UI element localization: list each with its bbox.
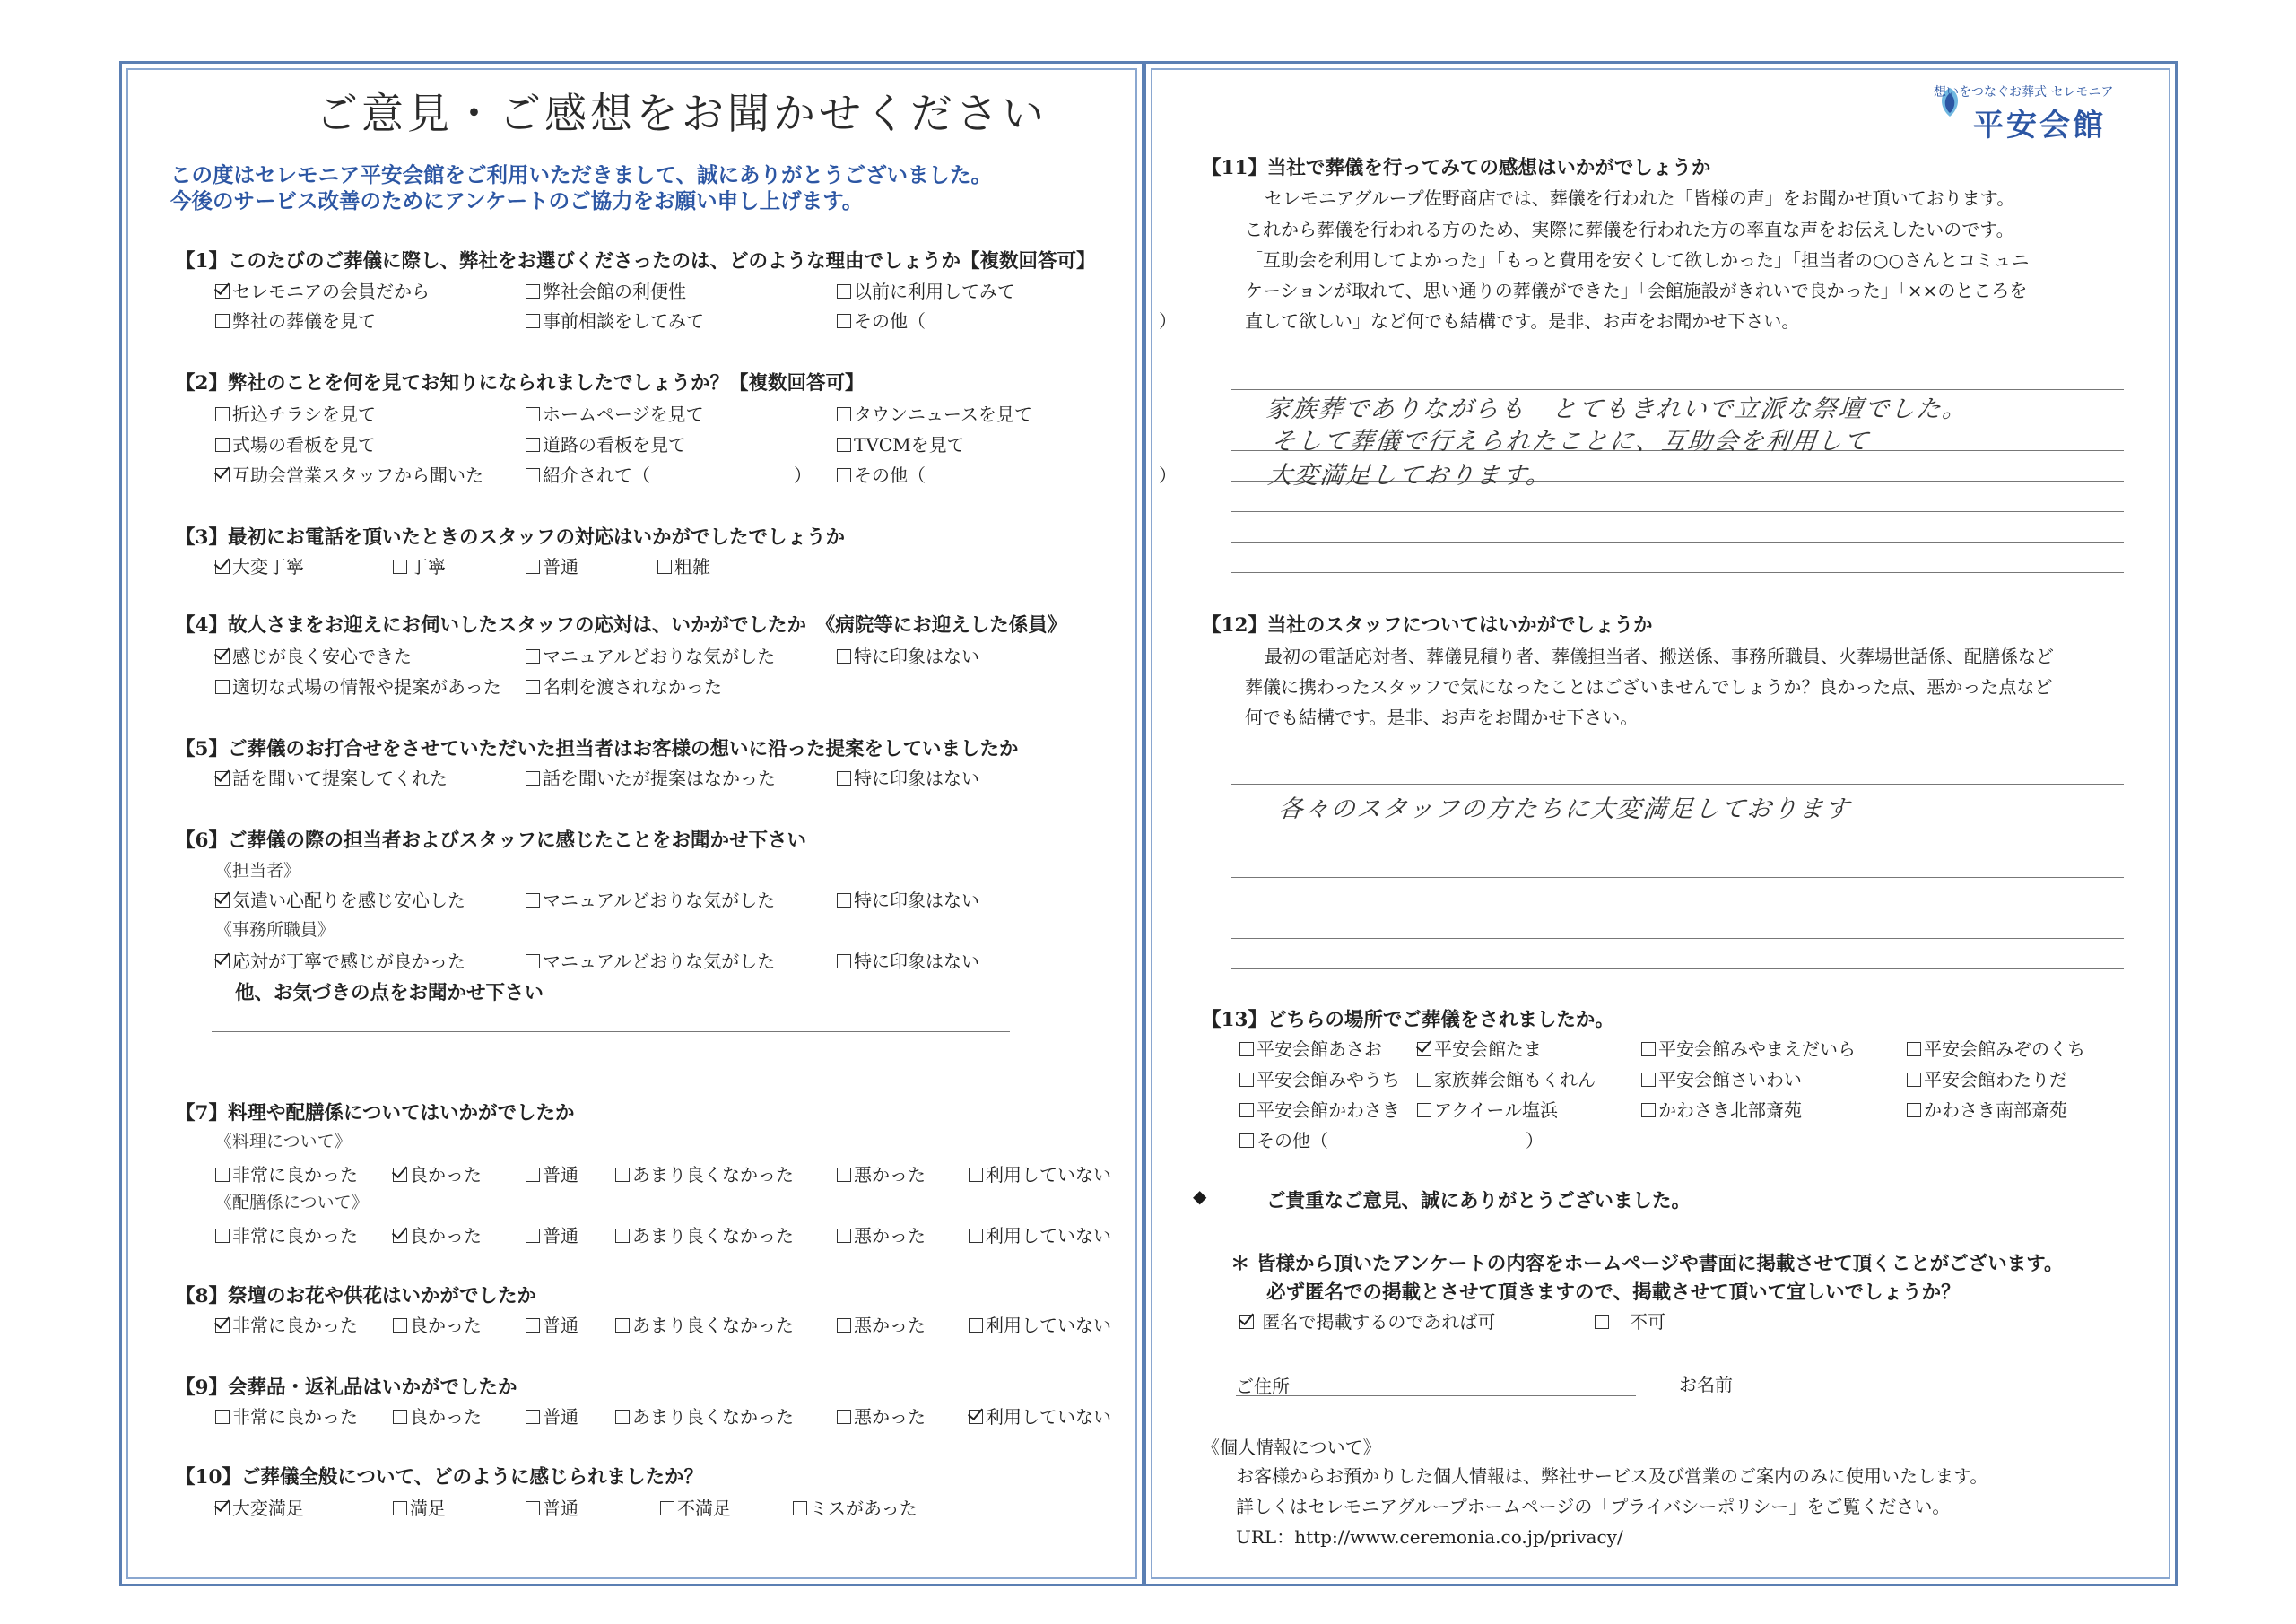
q11-body-line: 直して欲しい」など何でも結構です。是非、お声をお聞かせ下さい。	[1245, 310, 1800, 332]
q3-option[interactable]	[393, 552, 446, 578]
option-label: 感じが良く安心できた	[232, 646, 412, 667]
option-label: 普通	[543, 1406, 578, 1428]
checkbox-checked[interactable]	[215, 771, 230, 786]
q13-option[interactable]	[1907, 1096, 2067, 1122]
q7-food-option[interactable]	[615, 1160, 794, 1186]
q9-option[interactable]	[215, 1403, 358, 1429]
q12-body-line: 何でも結構です。是非、お声をお聞かせ下さい。	[1245, 707, 1639, 728]
q1-option[interactable]	[837, 277, 1015, 303]
q9-option[interactable]	[837, 1403, 926, 1429]
option-label: あまり良くなかった	[632, 1315, 794, 1336]
address-field[interactable]	[1236, 1395, 1636, 1396]
privacy-heading: 《個人情報について》	[1202, 1437, 1381, 1458]
option-label: 平安会館かわさき	[1257, 1099, 1400, 1121]
address-label: ご住所	[1236, 1376, 1290, 1397]
option-label: 匿名で掲載するのであれば可	[1262, 1311, 1496, 1333]
option-label: 悪かった	[854, 1164, 926, 1185]
option-label: タウンニュースを見て	[854, 404, 1032, 425]
q6-subheading-staff: 《担当者》	[215, 861, 301, 881]
checkbox[interactable]	[1641, 1042, 1656, 1056]
checkbox[interactable]	[526, 649, 540, 664]
option-label: 弊社の葬儀を見て	[232, 310, 376, 332]
option-label: 式場の看板を見て	[232, 434, 376, 456]
q7-food-option[interactable]	[969, 1160, 1111, 1186]
diamond-icon: ◆	[1193, 1185, 1207, 1207]
checkbox[interactable]	[393, 1501, 407, 1515]
q7-serving-option[interactable]	[615, 1221, 794, 1247]
q5-option[interactable]	[215, 764, 448, 790]
q2-option[interactable]	[215, 430, 376, 456]
checkbox[interactable]	[393, 560, 407, 574]
checkbox[interactable]	[1907, 1073, 1921, 1087]
option-label: 事前相談をしてみて	[543, 310, 704, 332]
q7-serving-option[interactable]	[837, 1221, 926, 1247]
option-label: その他（ ）	[1257, 1130, 1544, 1151]
checkbox[interactable]	[215, 438, 230, 452]
option-label: かわさき北部斎苑	[1658, 1099, 1802, 1121]
checkbox[interactable]	[526, 560, 540, 574]
answer-line[interactable]	[1231, 877, 2124, 878]
checkbox[interactable]	[526, 680, 540, 694]
privacy-line: 詳しくはセレモニアグループホームページの「プライバシーポリシー」をご覧ください。	[1236, 1496, 1951, 1517]
q2-option[interactable]	[215, 461, 483, 487]
checkbox[interactable]	[393, 1410, 407, 1424]
checkbox-checked[interactable]	[215, 560, 230, 574]
intro-line-2: 今後のサービス改善のためにアンケートのご協力をお願い申し上げます。	[170, 188, 864, 213]
q6-option[interactable]	[215, 886, 465, 912]
q6-option[interactable]	[215, 947, 465, 973]
option-label: 普通	[543, 1498, 578, 1519]
q4-option[interactable]	[526, 673, 722, 699]
q8-option[interactable]	[837, 1311, 926, 1337]
checkbox[interactable]	[793, 1501, 807, 1515]
option-label: 平安会館みぞのくち	[1924, 1038, 2085, 1060]
checkbox-checked[interactable]	[215, 1318, 230, 1333]
option-label: セレモニアの会員だから	[232, 281, 430, 302]
q4-option[interactable]	[837, 642, 979, 668]
option-label: ミスがあった	[810, 1498, 918, 1519]
q9-option[interactable]	[393, 1403, 482, 1429]
option-label: マニュアルどおりな気がした	[543, 890, 776, 911]
q13-option[interactable]	[1239, 1096, 1400, 1122]
checkbox[interactable]	[1641, 1073, 1656, 1087]
q2-option[interactable]	[837, 430, 965, 456]
checkbox[interactable]	[969, 1168, 983, 1182]
answer-line[interactable]	[1231, 511, 2124, 512]
option-label: 紹介されて（ ）	[543, 465, 812, 486]
checkbox[interactable]	[215, 314, 230, 328]
q6-subheading-office: 《事務所職員》	[215, 920, 335, 940]
q7-serving-option[interactable]	[526, 1221, 578, 1247]
q13-option[interactable]	[1641, 1035, 1856, 1061]
option-label: 平安会館たま	[1434, 1038, 1542, 1060]
checkbox[interactable]	[526, 1229, 540, 1243]
q11-handwritten-answer: 家族葬でありながらも とてもきれいで立派な祭壇でした。	[1265, 395, 1970, 423]
option-label: 不満足	[677, 1498, 731, 1519]
checkbox[interactable]	[393, 1318, 407, 1333]
question-2: 【2】弊社のことを何を見てお知りになられましたでしょうか？【複数回答可】	[176, 372, 865, 395]
q1-option[interactable]	[526, 307, 704, 333]
checkbox[interactable]	[837, 1410, 851, 1424]
checkbox[interactable]	[526, 468, 540, 482]
publish-notice-2: 必ず匿名での掲載とさせて頂きますので、掲載させて頂いて宜しいでしょうか？	[1266, 1281, 1961, 1304]
checkbox[interactable]	[215, 1168, 230, 1182]
q13-option[interactable]	[1239, 1126, 1544, 1152]
logo-name: 平安会館	[1973, 108, 2106, 143]
answer-line[interactable]	[1231, 542, 2124, 543]
checkbox[interactable]	[215, 407, 230, 421]
option-label: 満足	[410, 1498, 446, 1519]
checkbox[interactable]	[526, 893, 540, 908]
thanks-message: ご貴重なご意見、誠にありがとうございました。	[1266, 1190, 1692, 1212]
checkbox[interactable]	[526, 1318, 540, 1333]
q8-option[interactable]	[526, 1311, 578, 1337]
q1-option[interactable]	[215, 307, 376, 333]
question-4: 【4】故人さまをお迎えにお伺いしたスタッフの応対は、いかがでしたか 《病院等にお迎えした係員》	[176, 614, 1067, 637]
q13-option[interactable]	[1907, 1065, 2067, 1091]
q1-option[interactable]	[526, 277, 686, 303]
answer-line[interactable]	[1231, 572, 2124, 573]
intro-line-1: この度はセレモニア平安会館をご利用いただきまして、誠にありがとうございました。	[170, 162, 993, 187]
checkbox[interactable]	[526, 284, 540, 299]
option-label: 良かった	[410, 1225, 482, 1246]
checkbox[interactable]	[837, 954, 851, 968]
q1-option[interactable]	[837, 307, 1177, 333]
option-label: 普通	[543, 1225, 578, 1246]
q6-option[interactable]	[837, 947, 979, 973]
q9-option[interactable]	[526, 1403, 578, 1429]
checkbox[interactable]	[837, 284, 851, 299]
checkbox[interactable]	[1907, 1103, 1921, 1117]
checkbox-checked[interactable]	[1239, 1315, 1254, 1329]
option-label: 特に印象はない	[854, 646, 979, 667]
checkbox[interactable]	[837, 438, 851, 452]
checkbox[interactable]	[837, 649, 851, 664]
q11-handwritten-answer: 大変満足しております。	[1266, 462, 1554, 490]
option-label: 普通	[543, 556, 578, 578]
answer-line[interactable]	[1231, 784, 2124, 785]
q7-serving-option[interactable]	[969, 1221, 1111, 1247]
q7-subheading-serving: 《配膳係について》	[215, 1193, 369, 1212]
checkbox[interactable]	[615, 1229, 630, 1243]
option-label: 利用していない	[986, 1225, 1111, 1246]
q5-option[interactable]	[526, 764, 776, 790]
answer-line[interactable]	[1231, 968, 2124, 969]
q13-option[interactable]	[1907, 1035, 2085, 1061]
option-label: 利用していない	[986, 1164, 1111, 1185]
q2-option[interactable]	[837, 400, 1032, 426]
checkbox[interactable]	[837, 1318, 851, 1333]
q11-body-line: ケーションが取れて、思い通りの葬儀ができた」「会館施設がきれいで良かった」「××のところを	[1245, 280, 2028, 301]
checkbox[interactable]	[215, 1229, 230, 1243]
option-label: 普通	[543, 1315, 578, 1336]
checkbox[interactable]	[1595, 1315, 1609, 1329]
option-label: 特に印象はない	[854, 768, 979, 789]
option-label: 話を聞いたが提案はなかった	[543, 768, 776, 789]
checkbox-checked[interactable]	[215, 468, 230, 482]
q8-option[interactable]	[969, 1311, 1111, 1337]
option-label: 粗雑	[674, 556, 710, 578]
checkbox[interactable]	[1239, 1103, 1254, 1117]
checkbox[interactable]	[526, 771, 540, 786]
option-label: 非常に良かった	[232, 1164, 358, 1185]
question-13: 【13】どちらの場所でご葬儀をされましたか。	[1202, 1009, 1614, 1031]
q8-option[interactable]	[215, 1311, 358, 1337]
q8-option[interactable]	[615, 1311, 794, 1337]
q10-option[interactable]	[393, 1494, 446, 1520]
option-label: 大変満足	[232, 1498, 304, 1519]
option-label: その他（ ）	[854, 465, 1177, 486]
option-label: 道路の看板を見て	[543, 434, 686, 456]
q7-food-option[interactable]	[526, 1160, 578, 1186]
q9-option[interactable]	[969, 1403, 1111, 1429]
option-label: 話を聞いて提案してくれた	[232, 768, 448, 789]
question-3: 【3】最初にお電話を頂いたときのスタッフの対応はいかがでしたでしょうか	[176, 526, 845, 549]
q7-food-option[interactable]	[215, 1160, 358, 1186]
q4-option[interactable]	[526, 642, 775, 668]
page-title: ご意見・ご感想をお聞かせください	[316, 90, 1048, 139]
checkbox[interactable]	[1239, 1133, 1254, 1148]
checkbox[interactable]	[615, 1318, 630, 1333]
checkbox[interactable]	[837, 1229, 851, 1243]
q4-option[interactable]	[215, 673, 501, 699]
q10-option[interactable]	[793, 1494, 918, 1520]
option-label: 良かった	[410, 1406, 482, 1428]
checkbox[interactable]	[1641, 1103, 1656, 1117]
publish-no-option[interactable]	[1595, 1307, 1665, 1333]
option-label: ホームページを見て	[543, 404, 704, 425]
option-label: 非常に良かった	[232, 1225, 358, 1246]
checkbox[interactable]	[215, 680, 230, 694]
option-label: TVCMを見て	[854, 434, 965, 456]
checkbox-checked[interactable]	[215, 954, 230, 968]
q6-option[interactable]	[837, 886, 979, 912]
option-label: 折込チラシを見て	[232, 404, 376, 425]
q12-body-line: 最初の電話応対者、葬儀見積り者、葬儀担当者、搬送係、事務所職員、火葬場世話係、配膳係など	[1265, 646, 2054, 667]
q10-option[interactable]	[526, 1494, 578, 1520]
option-label: 良かった	[410, 1164, 482, 1185]
q2-option[interactable]	[215, 400, 376, 426]
q11-body-line: これから葬儀を行われる方のため、実際に葬儀を行われた方の率直な声をお伝えしたいのです。	[1245, 219, 2014, 240]
checkbox[interactable]	[615, 1168, 630, 1182]
option-label: 気遣い心配りを感じ安心した	[232, 890, 465, 911]
q1-option[interactable]	[215, 277, 430, 303]
option-label: 平安会館みやうち	[1257, 1069, 1400, 1090]
option-label: かわさき南部斎苑	[1924, 1099, 2067, 1121]
checkbox-checked[interactable]	[1417, 1042, 1431, 1056]
q6-option[interactable]	[526, 947, 775, 973]
question-9: 【9】会葬品・返礼品はいかがでしたか	[176, 1376, 517, 1399]
checkbox[interactable]	[837, 407, 851, 421]
option-label: 名刺を渡されなかった	[543, 676, 722, 698]
option-label: 大変丁寧	[232, 556, 304, 578]
option-label: 非常に良かった	[232, 1315, 358, 1336]
question-7: 【7】料理や配膳係についてはいかがでしたか	[176, 1102, 575, 1125]
question-12: 【12】当社のスタッフについてはいかがでしょうか	[1202, 614, 1653, 637]
q10-option[interactable]	[660, 1494, 731, 1520]
option-label: 非常に良かった	[232, 1406, 358, 1428]
checkbox[interactable]	[837, 314, 851, 328]
option-label: 特に印象はない	[854, 951, 979, 972]
q2-option[interactable]	[526, 400, 704, 426]
q8-option[interactable]	[393, 1311, 482, 1337]
q13-option[interactable]	[1641, 1065, 1802, 1091]
option-label: あまり良くなかった	[632, 1406, 794, 1428]
checkbox[interactable]	[1417, 1073, 1431, 1087]
q3-option[interactable]	[657, 552, 710, 578]
checkbox[interactable]	[526, 1410, 540, 1424]
q7-serving-option[interactable]	[393, 1221, 482, 1247]
q12-body-line: 葬儀に携わったスタッフで気になったことはございませんでしょうか？良かった点、悪かった点など	[1245, 676, 2053, 698]
q6-option[interactable]	[526, 886, 775, 912]
q13-option[interactable]	[1239, 1035, 1382, 1061]
checkbox[interactable]	[215, 1410, 230, 1424]
q4-option[interactable]	[215, 642, 412, 668]
logo-tagline: 想いをつなぐお葬式 セレモニア	[1934, 85, 2114, 100]
q13-option[interactable]	[1417, 1065, 1596, 1091]
q3-option[interactable]	[215, 552, 304, 578]
checkbox[interactable]	[1239, 1042, 1254, 1056]
q7-serving-option[interactable]	[215, 1221, 358, 1247]
option-label: 適切な式場の情報や提案があった	[232, 676, 501, 698]
option-label: 良かった	[410, 1315, 482, 1336]
checkbox[interactable]	[660, 1501, 674, 1515]
q7-food-option[interactable]	[393, 1160, 482, 1186]
q3-option[interactable]	[526, 552, 578, 578]
checkbox[interactable]	[526, 438, 540, 452]
option-label: マニュアルどおりな気がした	[543, 646, 776, 667]
checkbox-checked[interactable]	[215, 893, 230, 908]
option-label: 不可	[1630, 1311, 1665, 1333]
answer-line[interactable]	[1231, 938, 2124, 939]
checkbox[interactable]	[969, 1318, 983, 1333]
checkbox[interactable]	[615, 1410, 630, 1424]
option-label: あまり良くなかった	[632, 1164, 794, 1185]
option-label: アクイール塩浜	[1434, 1099, 1558, 1121]
q2-option[interactable]	[526, 430, 686, 456]
checkbox[interactable]	[837, 1168, 851, 1182]
name-label: お名前	[1679, 1374, 1733, 1395]
option-label: 悪かった	[854, 1315, 926, 1336]
question-11: 【11】当社で葬儀を行ってみての感想はいかがでしょうか	[1202, 157, 1711, 179]
checkbox[interactable]	[837, 468, 851, 482]
q7-food-option[interactable]	[837, 1160, 926, 1186]
checkbox[interactable]	[969, 1229, 983, 1243]
q12-handwritten-answer: 各々のスタッフの方たちに大変満足しております	[1277, 795, 1853, 823]
q11-body-line: セレモニアグループ佐野商店では、葬儀を行われた「皆様の声」をお聞かせ頂いております。	[1265, 187, 2015, 209]
question-8: 【8】祭壇のお花や供花はいかがでしたか	[176, 1285, 536, 1307]
checkbox-checked[interactable]	[215, 1501, 230, 1515]
checkbox[interactable]	[526, 1168, 540, 1182]
q13-option[interactable]	[1641, 1096, 1802, 1122]
option-label: 利用していない	[986, 1406, 1111, 1428]
logo	[1934, 84, 2114, 143]
q6-other-prompt: 他、お気づきの点をお聞かせ下さい	[235, 982, 544, 1004]
question-5: 【5】ご葬儀のお打合せをさせていただいた担当者はお客様の想いに沿った提案をしていましたか	[176, 738, 1019, 760]
checkbox[interactable]	[526, 407, 540, 421]
checkbox-checked[interactable]	[215, 649, 230, 664]
option-label: 平安会館わたりだ	[1924, 1069, 2067, 1090]
option-label: 平安会館みやまえだいら	[1658, 1038, 1856, 1060]
checkbox-checked[interactable]	[969, 1410, 983, 1424]
privacy-line: お客様からお預かりした個人情報は、弊社サービス及び営業のご案内のみに使用いたします。	[1236, 1465, 1988, 1487]
q11-handwritten-answer: そして葬儀で行えられたことに、互助会を利用して	[1270, 428, 1872, 456]
option-label: 家族葬会館もくれん	[1434, 1069, 1596, 1090]
checkbox[interactable]	[657, 560, 672, 574]
q13-option[interactable]	[1417, 1035, 1542, 1061]
q2-option[interactable]	[837, 461, 1177, 487]
checkbox-checked[interactable]	[393, 1229, 407, 1243]
q2-option[interactable]	[526, 461, 812, 487]
answer-line[interactable]	[212, 1031, 1010, 1032]
option-label: あまり良くなかった	[632, 1225, 794, 1246]
checkbox-checked[interactable]	[215, 284, 230, 299]
option-label: 普通	[543, 1164, 578, 1185]
checkbox[interactable]	[526, 954, 540, 968]
q9-option[interactable]	[615, 1403, 794, 1429]
checkbox[interactable]	[1239, 1073, 1254, 1087]
checkbox[interactable]	[1907, 1042, 1921, 1056]
checkbox[interactable]	[526, 1501, 540, 1515]
question-1: 【1】このたびのご葬儀に際し、弊社をお選びくださったのは、どのような理由でしょうか【複数回答可】	[176, 250, 1096, 273]
q13-option[interactable]	[1239, 1065, 1400, 1091]
q10-option[interactable]	[215, 1494, 304, 1520]
option-label: マニュアルどおりな気がした	[543, 951, 776, 972]
question-6: 【6】ご葬儀の際の担当者およびスタッフに感じたことをお聞かせ下さい	[176, 829, 806, 852]
privacy-url-link[interactable]: URL：http://www.ceremonia.co.jp/privacy/	[1236, 1526, 1623, 1548]
option-label: 特に印象はない	[854, 890, 979, 911]
checkbox[interactable]	[1417, 1103, 1431, 1117]
option-label: その他（ ）	[854, 310, 1177, 332]
q13-option[interactable]	[1417, 1096, 1558, 1122]
option-label: 以前に利用してみて	[854, 281, 1015, 302]
publish-yes-option[interactable]	[1239, 1307, 1495, 1333]
checkbox-checked[interactable]	[393, 1168, 407, 1182]
checkbox[interactable]	[837, 893, 851, 908]
checkbox[interactable]	[526, 314, 540, 328]
publish-notice-1: ＊ 皆様から頂いたアンケートの内容をホームページや書面に掲載させて頂くことがございます。	[1231, 1253, 2064, 1275]
option-label: 平安会館あさお	[1257, 1038, 1382, 1060]
q7-subheading-food: 《料理について》	[215, 1132, 352, 1151]
question-10: 【10】ご葬儀全般について、どのように感じられましたか？	[176, 1466, 704, 1489]
option-label: 平安会館さいわい	[1658, 1069, 1802, 1090]
option-label: 悪かった	[854, 1225, 926, 1246]
option-label: 丁寧	[410, 556, 446, 578]
q11-body-line: 「互助会を利用してよかった」「もっと費用を安くして欲しかった」「担当者の○○さんとコミュニ	[1245, 249, 2030, 271]
checkbox[interactable]	[837, 771, 851, 786]
q5-option[interactable]	[837, 764, 979, 790]
option-label: 利用していない	[986, 1315, 1111, 1336]
option-label: 悪かった	[854, 1406, 926, 1428]
option-label: 弊社会館の利便性	[543, 281, 686, 302]
option-label: 応対が丁寧で感じが良かった	[232, 951, 465, 972]
option-label: 互助会営業スタッフから聞いた	[232, 465, 483, 486]
